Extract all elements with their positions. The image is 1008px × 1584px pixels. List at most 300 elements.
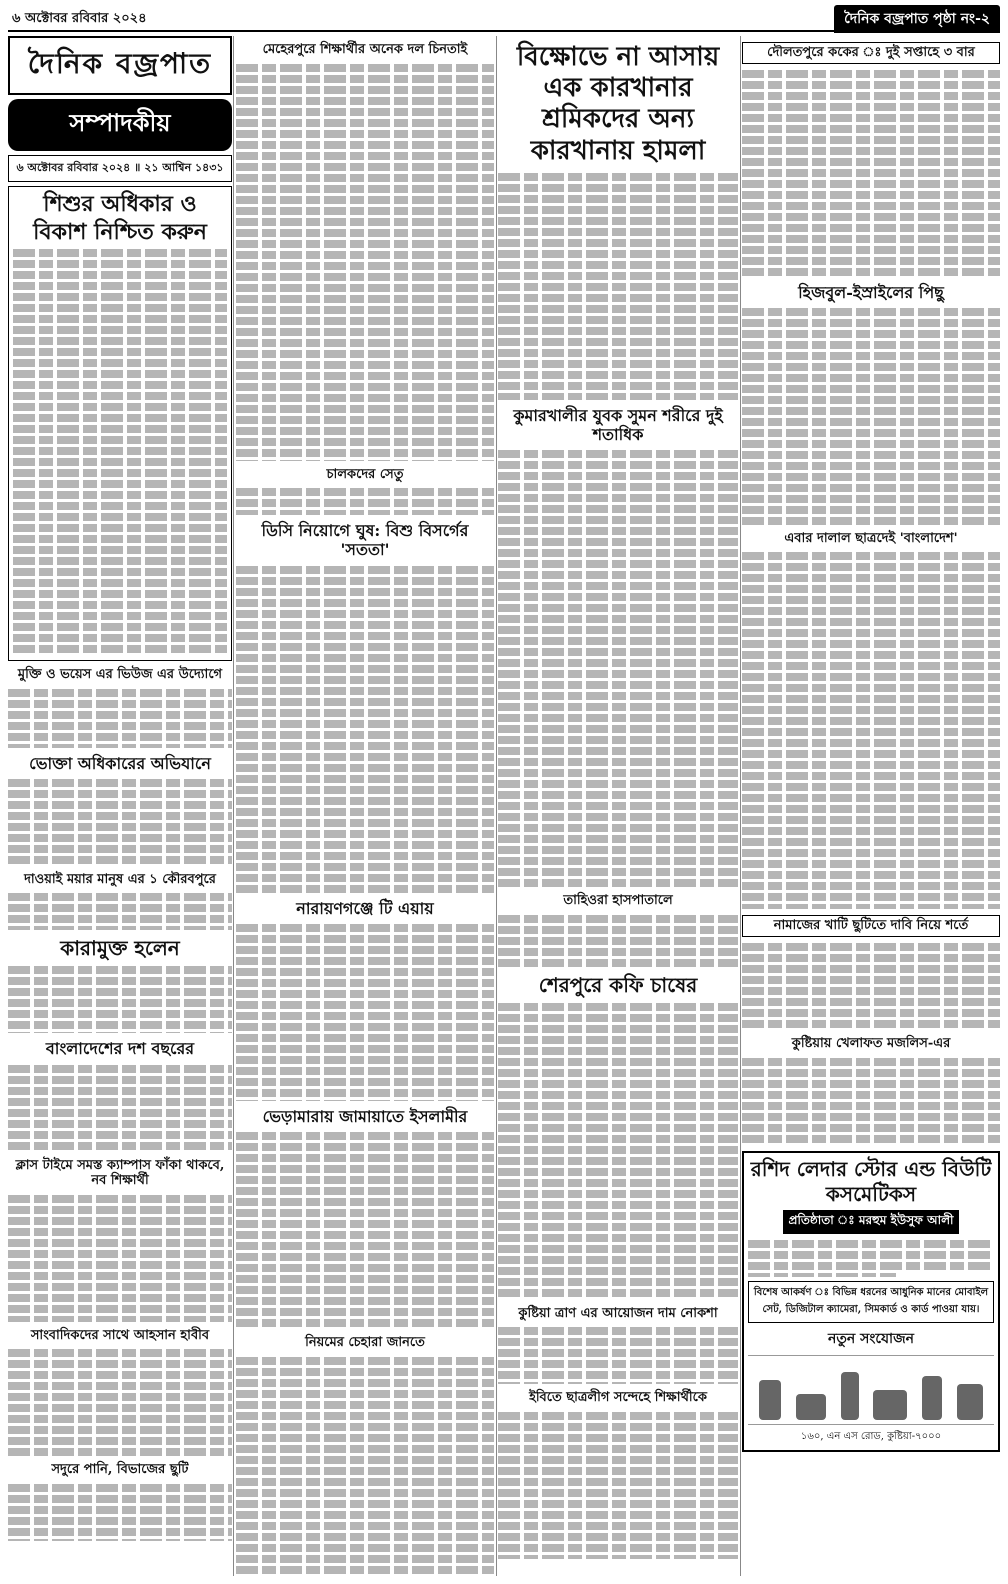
text-line xyxy=(8,1437,232,1445)
article-headline: বাংলাদেশের দশ বছরের xyxy=(45,1039,195,1059)
text-line xyxy=(236,174,494,182)
text-line xyxy=(498,472,738,480)
text-line xyxy=(236,1467,494,1475)
article-body xyxy=(742,549,1000,909)
text-line xyxy=(13,370,227,378)
text-line xyxy=(498,1423,738,1431)
article-body xyxy=(8,890,232,930)
text-line xyxy=(8,711,232,719)
text-line xyxy=(498,626,738,634)
text-line xyxy=(742,805,1000,813)
text-line xyxy=(236,1242,494,1250)
text-line xyxy=(498,349,738,357)
text-line xyxy=(498,338,738,346)
text-line xyxy=(498,1113,738,1121)
text-line xyxy=(498,1190,738,1198)
text-line xyxy=(13,634,227,642)
text-line xyxy=(8,1217,232,1225)
text-line xyxy=(236,1209,494,1217)
text-line xyxy=(742,651,1000,659)
text-line xyxy=(236,1165,494,1173)
text-line xyxy=(498,1349,738,1357)
text-line xyxy=(742,136,1000,144)
article-body xyxy=(8,1481,232,1541)
text-line xyxy=(8,1448,232,1456)
text-line xyxy=(236,1379,494,1387)
text-line xyxy=(742,363,1000,371)
text-line xyxy=(8,1010,232,1018)
ad-offer: বিশেষ আকর্ষণ ঃ বিভিন্ন ধরনের আধুনিক মানের মোবাইল সেট, ডিজিটাল ক্যামেরা, সিমকার্ড ও কার্ড পাওয়া যায়। xyxy=(748,1281,994,1323)
article-body xyxy=(498,170,738,400)
text-line xyxy=(236,1555,494,1563)
text-line xyxy=(498,1500,738,1508)
text-line xyxy=(236,968,494,976)
text-line xyxy=(236,1067,494,1075)
text-line xyxy=(498,747,738,755)
text-line xyxy=(13,271,227,279)
text-line xyxy=(236,632,494,640)
text-line xyxy=(498,516,738,524)
text-line xyxy=(236,1143,494,1151)
text-line xyxy=(742,904,1000,909)
text-line xyxy=(498,1371,738,1379)
text-line xyxy=(236,1434,494,1442)
text-line xyxy=(236,1500,494,1508)
text-line xyxy=(8,1109,232,1117)
text-line xyxy=(236,979,494,987)
text-line xyxy=(236,1056,494,1064)
text-line xyxy=(236,1001,494,1009)
column-1 xyxy=(8,36,232,1576)
text-line xyxy=(8,1517,232,1525)
text-line xyxy=(236,1034,494,1042)
text-line xyxy=(236,1023,494,1031)
text-line xyxy=(742,257,1000,265)
text-line xyxy=(498,494,738,502)
article-body xyxy=(236,61,494,461)
text-line xyxy=(498,1412,738,1420)
text-line xyxy=(236,1187,494,1195)
text-line xyxy=(498,1360,738,1368)
text-line xyxy=(236,207,494,215)
text-line xyxy=(498,1555,738,1559)
text-line xyxy=(236,764,494,772)
text-line xyxy=(498,1289,738,1297)
text-line xyxy=(498,1014,738,1022)
text-line xyxy=(8,1316,232,1322)
text-line xyxy=(236,1511,494,1519)
text-line xyxy=(236,119,494,127)
text-line xyxy=(742,1080,1000,1088)
text-line xyxy=(8,856,232,864)
text-line xyxy=(236,372,494,380)
text-line xyxy=(236,1390,494,1398)
text-line xyxy=(236,383,494,391)
text-line xyxy=(8,801,232,809)
article-headline: ক্লাস টাইমে সমস্ত ক্যাম্পাস ফাঁকা থাকবে, নব শিক্ষার্থী xyxy=(15,1157,225,1189)
text-line xyxy=(13,469,227,477)
text-line xyxy=(742,191,1000,199)
text-line xyxy=(13,381,227,389)
ad-founder: প্রতিষ্ঠাতা ঃ মরহুম ইউসুফ আলী xyxy=(783,1210,960,1234)
text-line xyxy=(498,670,738,678)
text-line xyxy=(236,1456,494,1464)
article-body xyxy=(8,1192,232,1322)
text-line xyxy=(13,436,227,444)
text-line xyxy=(236,427,494,435)
text-line xyxy=(742,772,1000,780)
text-line xyxy=(13,623,227,631)
text-line xyxy=(236,1368,494,1376)
text-line xyxy=(742,246,1000,254)
text-line xyxy=(498,582,738,590)
text-line xyxy=(498,637,738,645)
text-line xyxy=(498,725,738,733)
text-line xyxy=(236,786,494,794)
text-line xyxy=(236,709,494,717)
text-line xyxy=(742,180,1000,188)
text-line xyxy=(742,1113,1000,1121)
text-line xyxy=(8,915,232,923)
text-line xyxy=(498,527,738,535)
article-headline: মেহেরপুরে শিক্ষার্থীর অনেক দল চিনতাই xyxy=(262,42,468,57)
text-line xyxy=(498,1511,738,1519)
text-line xyxy=(236,1423,494,1431)
text-line xyxy=(742,103,1000,111)
article-body xyxy=(236,1354,494,1576)
text-line xyxy=(498,857,738,865)
text-line xyxy=(236,1286,494,1294)
text-line xyxy=(742,563,1000,571)
text-line xyxy=(236,1522,494,1530)
text-line xyxy=(236,863,494,871)
text-line xyxy=(236,830,494,838)
text-line xyxy=(498,1234,738,1242)
text-line xyxy=(742,827,1000,835)
text-line xyxy=(13,612,227,620)
text-line xyxy=(13,260,227,268)
text-line xyxy=(236,196,494,204)
text-line xyxy=(236,141,494,149)
text-line xyxy=(236,1198,494,1206)
text-line xyxy=(8,1206,232,1214)
text-line xyxy=(498,228,738,236)
article-body xyxy=(498,912,738,967)
text-line xyxy=(236,1264,494,1272)
article-headline: সাংবাদিকদের সাথে আহসান হাবীব xyxy=(30,1327,210,1343)
text-line xyxy=(498,1434,738,1442)
text-line xyxy=(498,538,738,546)
text-line xyxy=(13,293,227,301)
text-line xyxy=(498,327,738,335)
text-line xyxy=(742,484,1000,492)
text-line xyxy=(498,703,738,711)
text-line xyxy=(498,1069,738,1077)
text-line xyxy=(13,546,227,554)
article-body xyxy=(498,1000,738,1300)
text-line xyxy=(8,1065,232,1073)
text-line xyxy=(236,163,494,171)
article-headline: কুষ্টিয়া ত্রাণ এর আয়োজন দাম নোকশা xyxy=(518,1305,718,1321)
text-line xyxy=(742,308,1000,316)
text-line xyxy=(236,946,494,954)
text-line xyxy=(8,988,232,996)
text-line xyxy=(498,1445,738,1453)
text-line xyxy=(498,283,738,291)
article-body xyxy=(236,921,494,1101)
text-line xyxy=(498,560,738,568)
text-line xyxy=(742,706,1000,714)
text-line xyxy=(8,1272,232,1280)
text-line xyxy=(8,977,232,985)
text-line xyxy=(8,1239,232,1247)
text-line xyxy=(498,393,738,400)
text-line xyxy=(742,596,1000,604)
text-line xyxy=(742,871,1000,879)
text-line xyxy=(498,239,738,247)
text-line xyxy=(498,659,738,667)
text-line xyxy=(498,714,738,722)
text-line xyxy=(236,499,494,507)
text-line xyxy=(498,1036,738,1044)
article-headline: শেরপুরে কফি চাষের xyxy=(538,972,698,997)
text-line xyxy=(742,783,1000,791)
text-line xyxy=(498,505,738,513)
ad-new-label: নতুন সংযোজন xyxy=(828,1330,914,1347)
text-line xyxy=(498,824,738,832)
text-line xyxy=(498,483,738,491)
text-line xyxy=(13,458,227,466)
text-line xyxy=(742,585,1000,593)
text-line xyxy=(498,813,738,821)
text-line xyxy=(13,491,227,499)
text-line xyxy=(236,251,494,259)
article-headline: মুক্তি ও ভয়েস এর ভিউজ এর উদ্যোগে xyxy=(17,667,223,682)
text-line xyxy=(236,654,494,662)
text-line xyxy=(236,295,494,303)
article-headline: দৌলতপুরে ককের ঃ দুই সপ্তাহে ৩ বার xyxy=(742,42,1000,64)
text-line xyxy=(236,1489,494,1497)
text-line xyxy=(498,571,738,579)
text-line xyxy=(498,1091,738,1099)
text-line xyxy=(236,1253,494,1261)
text-line xyxy=(498,360,738,368)
text-line xyxy=(498,1382,738,1384)
text-line xyxy=(742,429,1000,437)
text-line xyxy=(13,348,227,356)
text-line xyxy=(742,341,1000,349)
text-line xyxy=(236,350,494,358)
text-line xyxy=(8,1382,232,1390)
text-line xyxy=(236,262,494,270)
text-line xyxy=(498,681,738,689)
text-line xyxy=(8,1032,232,1033)
text-line xyxy=(498,294,738,302)
text-line xyxy=(13,359,227,367)
text-line xyxy=(8,1021,232,1029)
page-number-label: দৈনিক বজ্রপাত পৃষ্ঠা নং-২ xyxy=(834,5,1000,33)
text-line xyxy=(498,1456,738,1464)
text-line xyxy=(8,966,232,974)
text-line xyxy=(498,604,738,612)
text-line xyxy=(748,1262,994,1270)
text-line xyxy=(742,352,1000,360)
text-line xyxy=(236,1220,494,1228)
text-line xyxy=(498,593,738,601)
article-body xyxy=(742,305,1000,525)
text-line xyxy=(13,579,227,587)
text-line xyxy=(13,557,227,565)
text-line xyxy=(8,823,232,831)
article-body xyxy=(236,563,494,893)
text-line xyxy=(236,1078,494,1086)
text-line xyxy=(742,330,1000,338)
article-headline: চালকদের সেতু xyxy=(326,466,404,482)
text-line xyxy=(498,846,738,854)
paper-name: দৈনিক বজ্রপাত xyxy=(27,47,213,80)
text-line xyxy=(8,744,232,748)
text-line xyxy=(498,1489,738,1497)
column-3 xyxy=(498,36,738,1576)
text-line xyxy=(8,1495,232,1503)
text-line xyxy=(498,791,738,799)
text-line xyxy=(236,643,494,651)
text-line xyxy=(498,1124,738,1132)
text-line xyxy=(236,510,494,515)
article-body xyxy=(498,1324,738,1384)
text-line xyxy=(498,758,738,766)
text-line xyxy=(742,640,1000,648)
text-line xyxy=(742,1020,1000,1028)
text-line xyxy=(742,849,1000,857)
text-line xyxy=(8,1484,232,1492)
text-line xyxy=(236,588,494,596)
text-line xyxy=(236,416,494,424)
text-line xyxy=(498,173,738,181)
text-line xyxy=(498,1522,738,1530)
text-line xyxy=(236,229,494,237)
text-line xyxy=(236,742,494,750)
text-line xyxy=(13,480,227,488)
text-line xyxy=(8,999,232,1007)
text-line xyxy=(742,92,1000,100)
text-line xyxy=(236,797,494,805)
text-line xyxy=(742,1058,1000,1066)
text-line xyxy=(498,769,738,777)
article-body xyxy=(742,940,1000,1030)
masthead xyxy=(8,36,232,95)
text-line xyxy=(742,396,1000,404)
text-line xyxy=(236,240,494,248)
article-headline: এবার দালাল ছাত্রদেই 'বাংলাদেশ' xyxy=(784,530,958,546)
text-line xyxy=(498,206,738,214)
ad-description xyxy=(748,1237,994,1277)
text-line xyxy=(498,802,738,810)
text-line xyxy=(236,775,494,783)
text-line xyxy=(236,1445,494,1453)
text-line xyxy=(13,414,227,422)
text-line xyxy=(742,495,1000,503)
text-line xyxy=(236,1012,494,1020)
text-line xyxy=(13,535,227,543)
text-line xyxy=(236,610,494,618)
text-line xyxy=(742,816,1000,824)
article-body xyxy=(8,776,232,866)
editorial-date: ৬ অক্টোবর রবিবার ২০২৪ ॥ ২১ আশ্বিন ১৪৩১ xyxy=(8,155,232,182)
text-line xyxy=(748,1240,994,1248)
text-line xyxy=(236,130,494,138)
text-line xyxy=(498,1212,738,1220)
text-line xyxy=(498,879,738,887)
text-line xyxy=(498,250,738,258)
article-headline: ভোক্তা অধিকারের অভিযানে xyxy=(29,753,211,773)
text-line xyxy=(236,1045,494,1053)
article-headline: তাহিওরা হাসপাতালে xyxy=(563,893,673,909)
text-line xyxy=(8,1360,232,1368)
text-line xyxy=(742,838,1000,846)
text-line xyxy=(8,1076,232,1084)
text-line xyxy=(236,64,494,72)
text-line xyxy=(498,1544,738,1552)
text-line xyxy=(742,202,1000,210)
text-line xyxy=(8,700,232,708)
text-line xyxy=(742,374,1000,382)
text-line xyxy=(8,1528,232,1536)
text-line xyxy=(742,1069,1000,1077)
text-line xyxy=(236,273,494,281)
text-line xyxy=(742,739,1000,747)
text-line xyxy=(236,885,494,893)
text-line xyxy=(13,304,227,312)
text-line xyxy=(498,305,738,313)
text-line xyxy=(742,81,1000,89)
text-line xyxy=(236,599,494,607)
text-line xyxy=(8,845,232,853)
text-line xyxy=(742,673,1000,681)
text-line xyxy=(742,695,1000,703)
text-line xyxy=(236,808,494,816)
text-line xyxy=(742,1102,1000,1110)
text-line xyxy=(742,158,1000,166)
page-header xyxy=(8,8,1000,32)
text-line xyxy=(236,676,494,684)
text-line xyxy=(498,948,738,956)
text-line xyxy=(8,1415,232,1423)
text-line xyxy=(236,1132,494,1140)
text-line xyxy=(742,125,1000,133)
text-line xyxy=(8,1371,232,1379)
text-line xyxy=(498,382,738,390)
text-line xyxy=(498,1338,738,1346)
text-line xyxy=(498,937,738,945)
text-line xyxy=(236,449,494,457)
text-line xyxy=(498,261,738,269)
text-line xyxy=(8,722,232,730)
text-line xyxy=(236,753,494,761)
text-line xyxy=(498,1478,738,1486)
text-line xyxy=(742,998,1000,1006)
text-line xyxy=(8,790,232,798)
text-line xyxy=(498,217,738,225)
text-line xyxy=(742,1009,1000,1017)
text-line xyxy=(8,1087,232,1095)
text-line xyxy=(498,272,738,280)
text-line xyxy=(742,552,1000,560)
text-line xyxy=(236,621,494,629)
text-line xyxy=(742,319,1000,327)
text-line xyxy=(236,86,494,94)
text-line xyxy=(236,108,494,116)
